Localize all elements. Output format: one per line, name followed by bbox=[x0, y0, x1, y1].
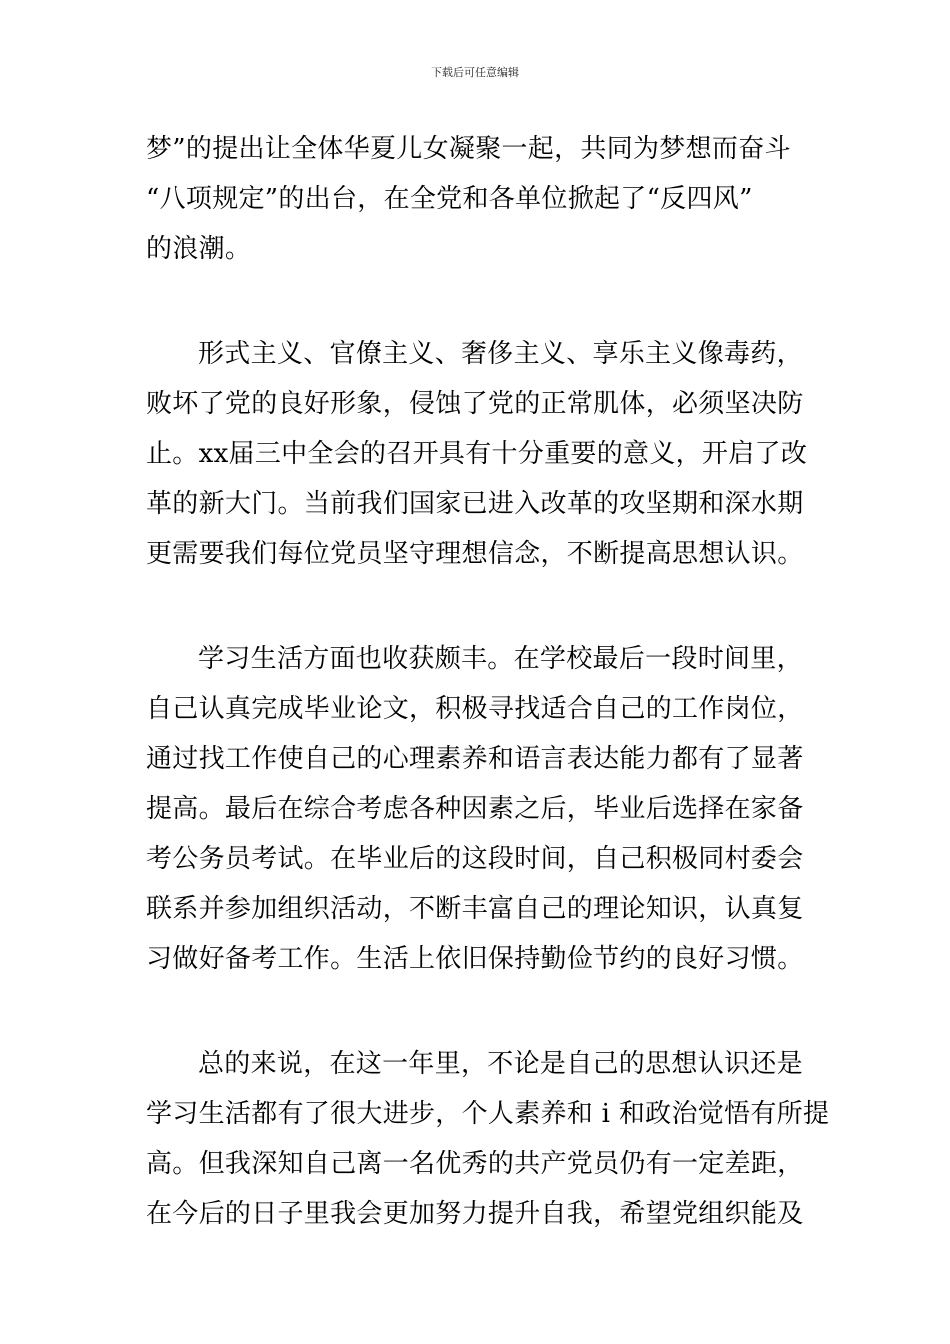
text-line: 形式主义、官僚主义、奢侈主义、享乐主义像毒药， bbox=[198, 339, 803, 369]
page-header: 下载后可任意编辑 bbox=[431, 66, 519, 79]
text-line: “八项规定”的出台，在全党和各单位掀起了“反四风” bbox=[146, 184, 753, 214]
text-line: 学习生活都有了很大进步，个人素养和 i 和政治觉悟有所提 bbox=[146, 1099, 830, 1129]
paragraph-gap bbox=[146, 984, 808, 1039]
text-line: 革的新大门。当前我们国家已进入改革的攻坚期和深水期 bbox=[146, 489, 804, 519]
text-line: 止。xx届三中全会的召开具有十分重要的意义，开启了改 bbox=[146, 439, 808, 469]
text-line: 高。但我深知自己离一名优秀的共产党员仍有一定差距， bbox=[146, 1149, 804, 1179]
paragraph-2 bbox=[146, 329, 808, 579]
text-line: 自己认真完成毕业论文，积极寻找适合自己的工作岗位， bbox=[146, 694, 804, 724]
text-line: 的浪潮。 bbox=[146, 234, 252, 264]
text-line: 梦”的提出让全体华夏儿女凝聚一起，共同为梦想而奋斗 bbox=[146, 134, 791, 164]
text-line: 总的来说，在这一年里，不论是自己的思想认识还是 bbox=[198, 1049, 803, 1079]
text-line: 通过找工作使自己的心理素养和语言表达能力都有了显著 bbox=[146, 744, 804, 774]
paragraph-1 bbox=[146, 124, 808, 274]
text-line: 败坏了党的良好形象，侵蚀了党的正常肌体，必须坚决防 bbox=[146, 389, 804, 419]
paragraph-gap bbox=[146, 274, 808, 329]
text-line: 更需要我们每位党员坚守理想信念，不断提高思想认识。 bbox=[146, 539, 804, 569]
text-line: 联系并参加组织活动，不断丰富自己的理论知识，认真复 bbox=[146, 894, 804, 924]
text-line: 学习生活方面也收获颇丰。在学校最后一段时间里， bbox=[198, 644, 803, 674]
paragraph-gap bbox=[146, 579, 808, 634]
text-line: 在今后的日子里我会更加努力提升自我，希望党组织能及 bbox=[146, 1199, 804, 1229]
document-body bbox=[146, 124, 830, 1239]
text-line: 考公务员考试。在毕业后的这段时间，自己积极同村委会 bbox=[146, 844, 804, 874]
paragraph-4 bbox=[146, 1039, 830, 1239]
text-line: 习做好备考工作。生活上依旧保持勤俭节约的良好习惯。 bbox=[146, 944, 804, 974]
text-line: 提高。最后在综合考虑各种因素之后，毕业后选择在家备 bbox=[146, 794, 804, 824]
paragraph-3 bbox=[146, 634, 808, 984]
